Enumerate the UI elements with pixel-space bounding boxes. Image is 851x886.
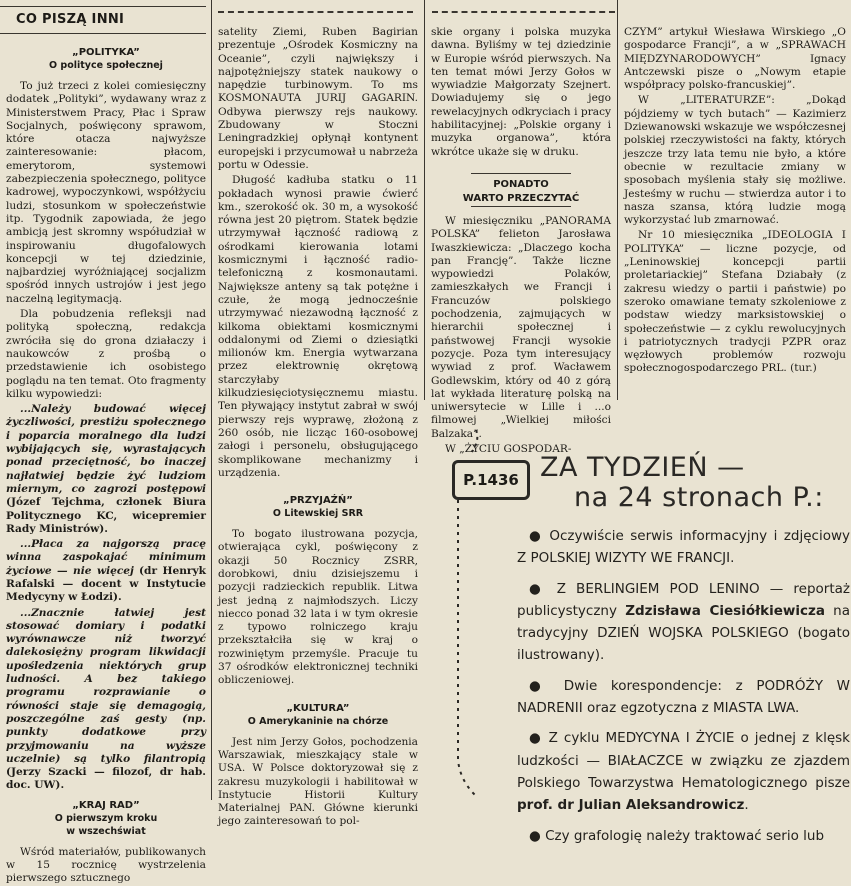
article-subtitle: w wszechświat <box>66 825 146 837</box>
column-3 <box>431 0 611 456</box>
paragraph: To bogato ilustrowana pozycja, otwierająca cykl, poświęcony z okazji 50 Rocznicy ZSRR, dorobkowi, dniu dzisiejszemu i pozycji radzieckich republik. Litwa jest jedną z najmłodszych. Liczy niecco ponad 32 lata i w tym okresie z typowo rolniczego kraju przekształciła się w kraj o rozwiniętym przemyśle. Pracuje tu 37 ośrodków elektronicznej techniki obliczeniowej. <box>218 528 418 687</box>
quote: ...Należy budować więcej życzliwości, prestiżu społecznego i poparcia moralnego dla ludzi wybijających się, wyrastających ponad przeciętność, bo inaczej najłatwiej będzie żyć ludziom miernym, co zagrozi postępowi (Józef Tejchma, członek Biura Politycznego KC, wicepremier Rady Ministrów). <box>6 403 206 535</box>
promo-title: ZA TYDZIEŃ — na 24 stronach P.: <box>540 452 824 513</box>
column-1 <box>6 0 207 885</box>
paragraph: Długość kadłuba statku o 11 pokładach wynosi prawie ćwierć km., szerokość ok. 30 m, a wysokość równa jest 20 piętrom. Statek będzie utrzymywał łączność radiową z ośrodkami kierowania lotami kosmicznymi i łączność radio-telefoniczną z kosmonautami. Największe anteny są tak potężne i czułe, że mogą jednocześnie utrzymywać niezawodną łączność z kilkoma obiektami kosmicznymi oddalonymi od Ziemi o dziesiątki milionów km. Energia wytwarzana przez elektrownię okrętową starczyłaby kilkudziesięciotysięcznemu miastu. Ten pływający instytut zabrał w swój pierwszy rejs wyprawę, złożoną z 260 osób, nie licząc 160-osobowej załogi i personelu, obsługującego skomplikowane mechanizmy i urządzenia. <box>218 174 418 479</box>
worth-reading-box <box>431 173 611 207</box>
paragraph: CZYM” artykuł Wiesława Wirskiego „O gospodarce Francji”, a w „SPRAWACH MIĘDZYNARODOWYCH” Ignacy Antczewski pisze o „Nowym etapie współpracy polsko-francuskiej”. <box>624 26 846 92</box>
paragraph: W „ŻYCIU GOSPODAR- <box>445 443 572 456</box>
quote: ...Płaca za najgorszą pracę winna zaspokajać minimum życiowe — nie więcej (dr Henryk Rafalski — docent w Instytucie Medycyny w Łodzi). <box>6 538 207 604</box>
issue-badge: P.1436 <box>452 460 530 500</box>
article-subtitle: O Amerykaninie na chórze <box>247 715 389 727</box>
paragraph: W miesięczniku „PANORAMA POLSKA” felieton Jarosława Iwaszkiewicza: „Dlaczego kocha pan Francję”. Także liczne wypowiedzi Polaków, zamieszkałych we Francji i Francuzów polskiego pochodzenia, zajmujących w hierarchii społecznej i państwowej Francji wysokie pozycje. Poza tym interesujący wywiad z prof. Wacławem Godlewskim, który od 40 z górą lat wykłada literaturę polską na uniwersytecie w Lille i ...o filmowej „Wielkiej miłości Balzaka”. <box>431 214 611 440</box>
promo-item: ● Oczywiście serwis informacyjny i zdjęciowy Z POLSKIEJ WIZYTY WE FRANCJI. <box>517 528 850 567</box>
paragraph: skie organy i polska muzyka dawna. Byliśmy w tej dziedzinie w Europie wśród pierwszych. Na ten temat mówi Jerzy Gołos w wywiadzie Małgorzaty Szejnert. Dowiadujemy się o jego rewelacyjnych odkryciach i pracy habilitacyjnej: „Polskie organy i muzyka organowa”, która wkrótce ukaże się w druku. <box>431 26 611 158</box>
paragraph: W „LITERATURZE”: „Dokąd pójdziemy w tych butach” — Kazimierz Dziewanowski wskazuje we współczesnej polskiej rzeczywistości na fakty, których jeszcze trzy lata temu nie było, a które obecnie w rezultacie zmiany w sposobach myślenia stały się możliwe. Jesteśmy w ruchu — stwierdza autor i to nasza szansa, którą ludzie mogą wykorzystać lub zmarnować. <box>624 94 846 227</box>
paragraph: satelity Ziemi, Ruben Bagirian prezentuje „Ośrodek Kosmiczny na Oceanie”, czyli największy i najpotężniejszy statek naukowy o napędzie turbinowym. To ms KOSMONAUTA JURIJ GAGARIN. Odbywa pierwszy rejs naukowy. Zbudowany w Stoczni Leningradzkiej opłynął kontynent europejski i przycumował u nabrzeża portu w Odessie. <box>218 26 418 171</box>
article-title: „PRZYJAŹŃ” <box>283 495 353 507</box>
paragraph: To już trzeci z kolei comiesięczny dodatek „Polityki”, wydawany wraz z Ministerstwem Pracy, Płac i Spraw Socjalnych, poświęcony sprawom, które otacza najwyższe zainteresowanie: płacom, emerytorom, systemowi zabezpieczenia społecznego, polityce kadrowej, wypoczynkowi, współżyciu ludzi, stosunkom w społeczeństwie itp. Tygodnik zapowiada, że jego ambicją jest skromny współudział w inspirowaniu długofalowych koncepcji w tej dziedzinie, najbardziej wyróżniającej socjalizm spośród innych ustrojów i jest jego naczelną legitymacją. <box>6 80 206 305</box>
paragraph: Nr 10 miesięcznika „IDEOLOGIA I POLITYKA” — liczne pozycje, od „Leninowskiej koncepcji partii proletariackiej” Stefana Dziabały (z zakresu wiedzy o partii i państwie) po szeroko omawiane tematy szkoleniowe z podstaw wiedzy marksistowskiej o społeczeństwie — z cyklu rewolucyjnych i patriotycznych tradycji PZPR oraz węzłowych problemów rozwoju społecznogospodarczego PRL. (tur.) <box>624 229 846 375</box>
article-subtitle: O polityce społecznej <box>49 60 163 71</box>
article-subtitle: O pierwszym kroku <box>54 812 158 824</box>
article-subtitle: O Litewskiej SRR <box>272 508 364 520</box>
article-title: „POLITYKA” <box>72 47 140 58</box>
box-title: PONADTO <box>493 178 549 190</box>
paragraph: Dla pobudzenia refleksji nad polityką społeczną, redakcja zwróciła się do grona działaczy i naukowców z prośbą o przedstawienie ich osobistego poglądu na ten temat. Oto fragmenty kilku wypowiedzi: <box>6 308 206 400</box>
promo-item: ● Z cyklu MEDYCYNA I ŻYCIE o jednej z klęsk ludzkości — BIAŁACZCE w związku ze zjazdem Polskiego Towarzystwa Hematologicznego pisze prof. dr Julian Aleksandrowicz. <box>517 730 850 814</box>
column-divider <box>211 0 212 800</box>
article-title: „KRAJ RAD” <box>72 799 140 811</box>
column-divider <box>617 0 618 400</box>
paragraph: Jest nim Jerzy Gołos, pochodzenia Warszawiak, mieszkający stale w USA. W Polsce doktoryzował się z zakresu muzykologii i habilitował w Instytucie Historii Kultury Materialnej PAN. Główne kierunki jego zainteresowań to pol- <box>218 735 418 828</box>
box-title: WARTO PRZECZYTAĆ <box>462 192 580 204</box>
column-4 <box>624 0 846 396</box>
column-divider <box>424 0 425 400</box>
paragraph: Wśród materiałów, publikowanych w 15 rocznicę wystrzelenia pierwszego sztucznego <box>6 845 206 885</box>
promo-list <box>517 525 850 855</box>
article-title: „KULTURA” <box>286 702 350 714</box>
promo-item: ● Z BERLINGIEM POD LENINO — reportaż publicystyczny Zdzisława Ciesiółkiewicza na tradycyjny DZIEŃ WOJSKA POLSKIEGO (bogato ilustrowany). <box>517 580 850 664</box>
promo-item: ● Dwie korespondencje: z PODRÓŻY W NADRENII oraz egzotyczna z MIASTA LWA. <box>517 677 850 717</box>
column-2 <box>218 0 418 826</box>
section-title: CO PISZĄ INNI <box>16 12 125 27</box>
promo-item: ● Czy grafologię należy traktować serio lub <box>529 827 825 844</box>
quote: ...Znacznie łatwiej jest stosować domiary i podatki wyrównawcze niż tworzyć dalekosiężny program likwidacji upośledzenia niektórych grup ludności. A bez takiego programu rozprawianie o równości staje się demagogią, poszczególne zaś gesty (np. punkty dodatkowe przy przyjmowaniu na wyższe uczelnie) są tylko filantropią (Jerzy Szacki — filozof, dr hab. doc. UW). <box>6 606 206 792</box>
